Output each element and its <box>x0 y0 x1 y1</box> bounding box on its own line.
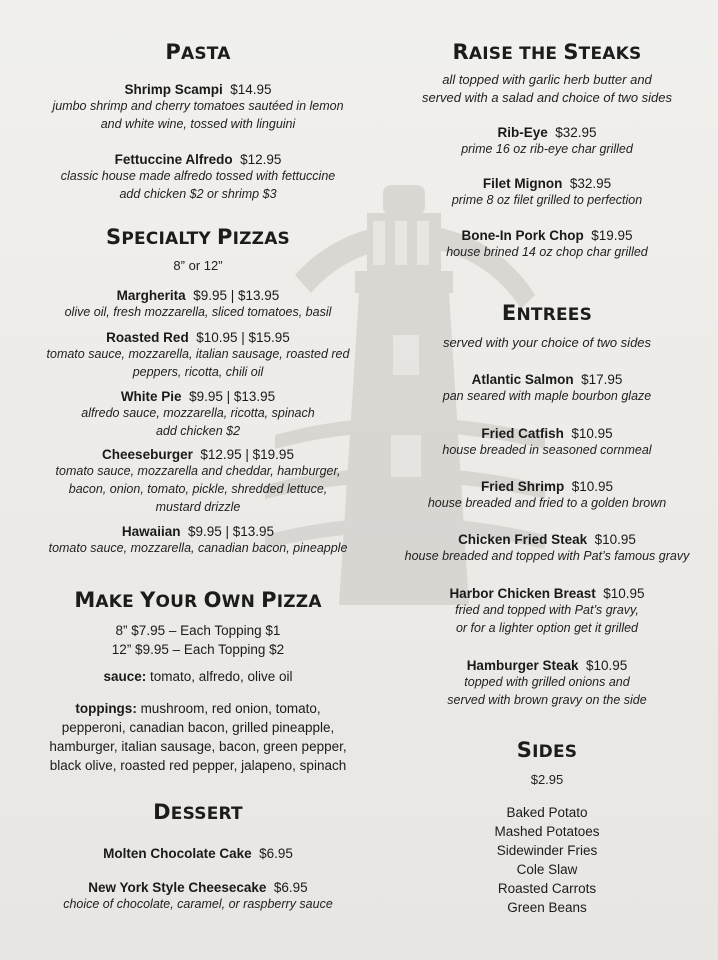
item-desc: classic house made alfredo tossed with fettuccine <box>60 169 336 183</box>
entrees-heading: ENTREES <box>501 301 593 325</box>
list-item: Mashed Potatoes <box>494 824 600 839</box>
item-price: $12.95 | $19.95 <box>200 447 294 462</box>
item-name: White Pie <box>120 389 182 404</box>
item-price: $6.95 <box>259 846 293 861</box>
item-name: Roasted Red <box>106 330 189 345</box>
toppings-line: mushroom, red onion, tomato, <box>136 701 321 716</box>
list-item: Roasted Carrots <box>497 881 597 896</box>
list-item: Cole Slaw <box>516 862 578 877</box>
item-name: Molten Chocolate Cake <box>103 846 252 861</box>
item-desc: tomato sauce, mozzarella, italian sausage, roasted red <box>46 347 350 361</box>
item-desc: prime 8 oz filet grilled to perfection <box>451 193 643 207</box>
toppings-label: toppings: <box>75 701 137 716</box>
raise-the-steaks-heading: RAISE THE STEAKS <box>452 40 642 64</box>
item-name: Atlantic Salmon <box>471 372 574 387</box>
menu-item <box>18 389 378 440</box>
menu-item <box>388 228 706 261</box>
menu-item <box>18 330 378 381</box>
item-name: Fried Catfish <box>481 426 564 441</box>
toppings-line: black olive, roasted red pepper, jalapeno, spinach <box>49 758 347 773</box>
list-item: Green Beans <box>507 900 587 915</box>
sauce-text: tomato, alfredo, olive oil <box>146 669 293 684</box>
pasta-heading: PASTA <box>165 40 231 64</box>
item-price: $10.95 | $15.95 <box>196 330 290 345</box>
menu-item <box>18 82 378 133</box>
item-name: Chicken Fried Steak <box>458 532 588 547</box>
item-name: Filet Mignon <box>482 176 563 191</box>
steaks-note: served with a salad and choice of two sides <box>421 90 673 105</box>
item-name: New York Style Cheesecake <box>88 880 267 895</box>
item-desc: jumbo shrimp and cherry tomatoes sautéed in lemon <box>52 99 344 113</box>
dessert-heading: DESSERT <box>153 800 243 824</box>
list-item: Sidewinder Fries <box>496 843 598 858</box>
item-desc: alfredo sauce, mozzarella, ricotta, spinach <box>81 406 315 420</box>
item-name: Margherita <box>116 288 186 303</box>
toppings-line: pepperoni, canadian bacon, grilled pineapple, <box>61 720 335 735</box>
item-desc: house breaded and fried to a golden brown <box>427 496 667 510</box>
item-name: Shrimp Scampi <box>124 82 223 97</box>
make-your-own-pizza-heading: MAKE YOUR OWN PIZZA <box>74 588 322 612</box>
specialty-pizzas-heading: SPECIALTY PIZZAS <box>106 225 290 249</box>
item-desc: house brined 14 oz chop char grilled <box>446 245 648 259</box>
item-desc: served with brown gravy on the side <box>447 693 647 707</box>
item-name: Fried Shrimp <box>480 479 565 494</box>
item-name: Harbor Chicken Breast <box>449 586 596 601</box>
menu-item <box>388 176 706 209</box>
menu-item <box>388 658 706 709</box>
item-price: $10.95 <box>603 586 645 601</box>
item-price: $10.95 <box>594 532 636 547</box>
menu-item <box>18 846 378 861</box>
item-price: $9.95 | $13.95 <box>189 389 276 404</box>
item-price: $10.95 <box>571 426 613 441</box>
item-name: Hamburger Steak <box>466 658 579 673</box>
pizza-sizes: 8” or 12” <box>173 258 223 273</box>
menu-item <box>18 524 378 557</box>
item-price: $19.95 <box>591 228 633 243</box>
item-desc: mustard drizzle <box>155 500 241 514</box>
item-desc: house breaded and topped with Pat’s famous gravy <box>404 549 690 563</box>
item-name: Bone-In Pork Chop <box>461 228 584 243</box>
myo-toppings <box>18 699 378 775</box>
item-desc: pan seared with maple bourbon glaze <box>442 389 652 403</box>
menu-item <box>388 125 706 158</box>
item-desc: prime 16 oz rib-eye char grilled <box>461 142 633 156</box>
menu-item <box>388 426 706 459</box>
item-name: Cheeseburger <box>102 447 193 462</box>
item-name: Fettuccine Alfredo <box>114 152 233 167</box>
entrees-note: served with your choice of two sides <box>442 335 652 350</box>
menu-item <box>388 372 706 405</box>
item-desc: choice of chocolate, caramel, or raspberry sauce <box>63 897 333 911</box>
item-desc: add chicken $2 <box>155 424 241 438</box>
item-desc: or for a lighter option get it grilled <box>455 621 639 635</box>
item-price: $10.95 <box>571 479 614 494</box>
item-price: $10.95 <box>586 658 628 673</box>
sides-heading: SIDES <box>516 738 578 762</box>
item-name: Rib-Eye <box>497 125 548 140</box>
item-price: $32.95 <box>569 176 612 191</box>
list-item: Baked Potato <box>506 805 588 820</box>
item-price: $6.95 <box>273 880 308 895</box>
sides-price: $2.95 <box>530 772 564 787</box>
item-desc: tomato sauce, mozzarella, canadian bacon, pineapple <box>48 541 348 555</box>
item-price: $9.95 | $13.95 <box>187 524 275 539</box>
item-desc: and white wine, tossed with linguini <box>100 117 296 131</box>
item-desc: add chicken $2 or shrimp $3 <box>119 187 277 201</box>
sides-list <box>388 803 706 917</box>
item-price: $32.95 <box>555 125 597 140</box>
menu-item <box>18 880 378 913</box>
item-desc: house breaded in seasoned cornmeal <box>442 443 652 457</box>
toppings-line: hamburger, italian sausage, bacon, green pepper, <box>49 739 347 754</box>
sauce-label: sauce: <box>103 669 147 684</box>
menu-item <box>388 532 706 565</box>
myo-sauce <box>18 667 378 686</box>
item-desc: olive oil, fresh mozzarella, sliced tomatoes, basil <box>64 305 332 319</box>
item-desc: fried and topped with Pat’s gravy, <box>455 603 639 617</box>
myo-price-line: 12” $9.95 – Each Topping $2 <box>111 642 285 657</box>
item-desc: tomato sauce, mozzarella and cheddar, hamburger, <box>55 464 341 478</box>
item-price: $17.95 <box>581 372 623 387</box>
item-price: $12.95 <box>240 152 282 167</box>
menu-item <box>18 447 378 516</box>
menu-item <box>388 586 706 637</box>
item-desc: bacon, onion, tomato, pickle, shredded lettuce, <box>68 482 328 496</box>
menu-item <box>18 288 378 321</box>
item-desc: peppers, ricotta, chili oil <box>132 365 264 379</box>
menu-item <box>18 152 378 203</box>
myo-prices <box>18 621 378 659</box>
item-price: $9.95 | $13.95 <box>193 288 280 303</box>
menu-item <box>388 479 706 512</box>
item-desc: topped with grilled onions and <box>464 675 630 689</box>
steaks-note: all topped with garlic herb butter and <box>442 72 652 87</box>
myo-price-line: 8” $7.95 – Each Topping $1 <box>115 623 281 638</box>
item-name: Hawaiian <box>121 524 181 539</box>
item-price: $14.95 <box>230 82 272 97</box>
